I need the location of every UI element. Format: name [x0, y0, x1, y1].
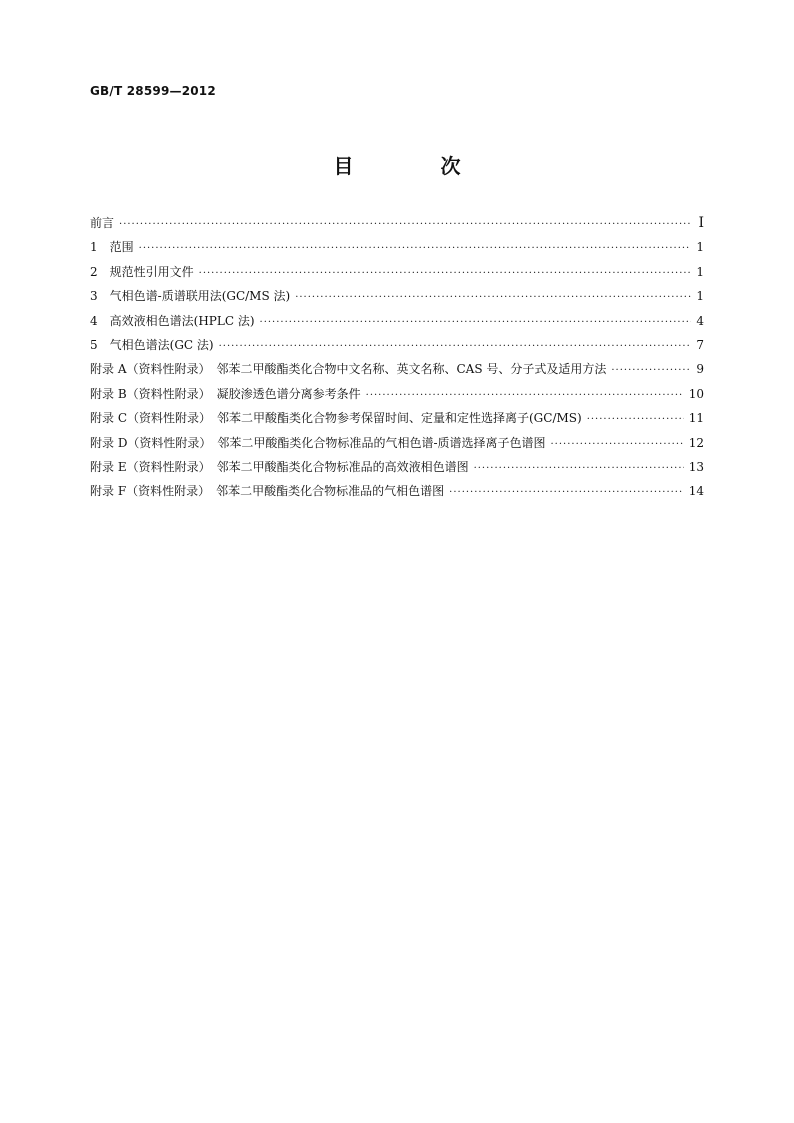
table-of-contents — [90, 214, 704, 507]
toc-entry-foreword[interactable] — [90, 214, 704, 238]
toc-entry-gcms-method[interactable] — [90, 287, 704, 311]
toc-entry-page: Ⅰ — [698, 215, 704, 231]
dot-leader — [611, 365, 691, 376]
toc-entry-annex-d[interactable] — [90, 434, 704, 458]
toc-entry-label: 附录 A（资料性附录） 邻苯二甲酸酯类化合物中文名称、英文名称、CAS 号、分子式及适用方法 — [90, 362, 607, 377]
dot-leader — [295, 292, 691, 303]
toc-entry-label: 3 气相色谱-质谱联用法(GC/MS 法) — [90, 289, 291, 304]
dot-leader — [551, 439, 684, 450]
toc-entry-page: 1 — [696, 264, 704, 279]
toc-entry-page: 7 — [696, 337, 704, 352]
toc-entry-label: 附录 D（资料性附录） 邻苯二甲酸酯类化合物标准品的气相色谱-质谱选择离子色谱图 — [90, 435, 546, 450]
dot-leader — [219, 341, 691, 352]
toc-entry-normative-references[interactable] — [90, 263, 704, 287]
toc-entry-label: 附录 E（资料性附录） 邻苯二甲酸酯类化合物标准品的高效液相色谱图 — [90, 459, 469, 474]
toc-entry-page: 13 — [688, 459, 704, 474]
toc-entry-annex-b[interactable] — [90, 385, 704, 409]
toc-entry-label: 4 高效液相色谱法(HPLC 法) — [90, 313, 255, 328]
toc-entry-page: 14 — [688, 484, 704, 499]
toc-entry-scope[interactable] — [90, 238, 704, 262]
dot-leader — [139, 243, 691, 254]
toc-entry-annex-a[interactable] — [90, 360, 704, 384]
toc-entry-label: 附录 B（资料性附录） 凝胶渗透色谱分离参考条件 — [90, 386, 361, 401]
toc-entry-label: 1 范围 — [90, 240, 134, 255]
toc-entry-label: 前言 — [90, 216, 115, 230]
toc-entry-label: 附录 F（资料性附录） 邻苯二甲酸酯类化合物标准品的气相色谱图 — [90, 484, 445, 499]
dot-leader — [119, 219, 691, 230]
toc-entry-page: 12 — [688, 435, 704, 450]
standard-number: GB/T 28599—2012 — [90, 84, 216, 98]
toc-entry-page: 10 — [688, 386, 704, 401]
toc-entry-label: 5 气相色谱法(GC 法) — [90, 337, 214, 352]
toc-entry-annex-c[interactable] — [90, 409, 704, 433]
toc-entry-annex-e[interactable] — [90, 458, 704, 482]
dot-leader — [366, 390, 684, 401]
toc-entry-page: 4 — [696, 313, 704, 328]
toc-entry-page: 11 — [688, 411, 704, 426]
toc-entry-page: 1 — [696, 289, 704, 304]
toc-entry-page: 1 — [696, 240, 704, 255]
dot-leader — [260, 317, 691, 328]
dot-leader — [587, 414, 684, 425]
toc-entry-annex-f[interactable] — [90, 482, 704, 506]
toc-entry-gc-method[interactable] — [90, 336, 704, 360]
toc-entry-label: 附录 C（资料性附录） 邻苯二甲酸酯类化合物参考保留时间、定量和定性选择离子(GC/MS) — [90, 411, 582, 426]
toc-entry-label: 2 规范性引用文件 — [90, 264, 194, 279]
dot-leader — [474, 463, 684, 474]
toc-entry-hplc-method[interactable] — [90, 312, 704, 336]
dot-leader — [199, 268, 691, 279]
page-title: 目 次 — [333, 154, 501, 178]
dot-leader — [449, 487, 684, 498]
toc-entry-page: 9 — [696, 362, 704, 377]
